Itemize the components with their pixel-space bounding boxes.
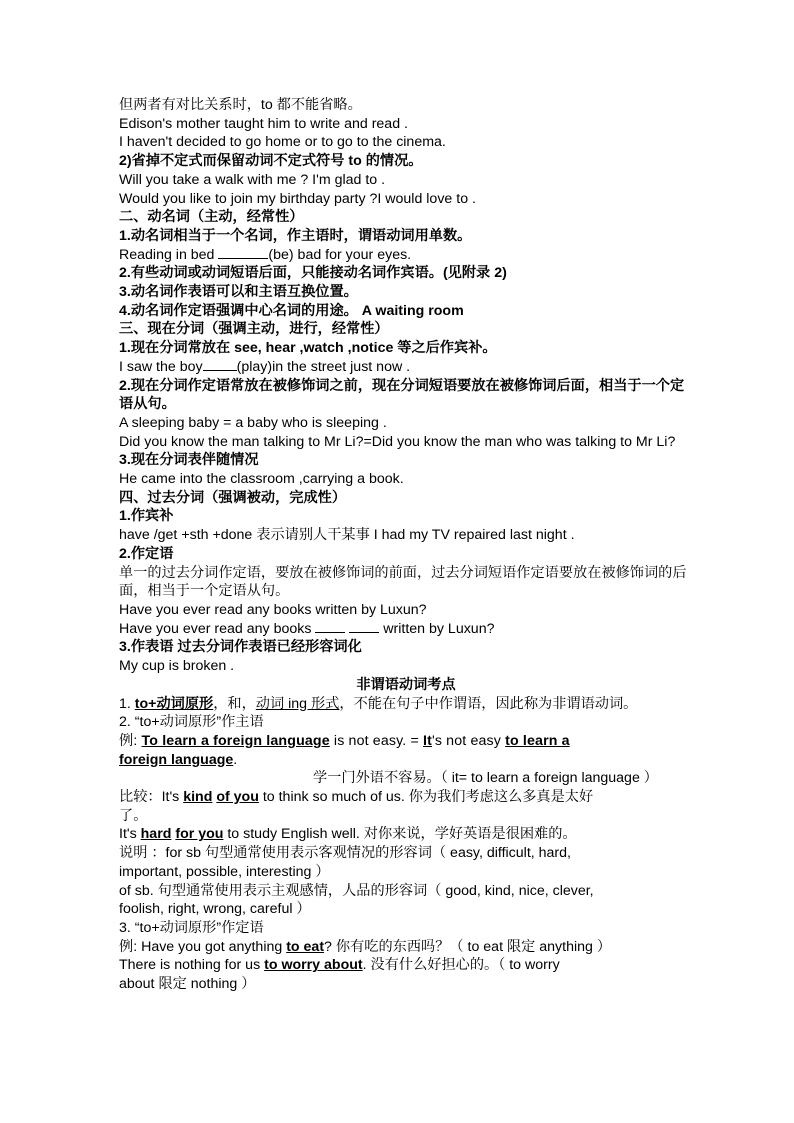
text-line: 但两者有对比关系时，to 都不能省略。 xyxy=(119,97,362,113)
text-line xyxy=(119,956,693,975)
text-span: ? 你有吃的东西吗？（ to eat 限定 anything ） xyxy=(324,938,612,955)
text-line xyxy=(119,246,693,265)
text-line: Have you ever read any books written by Luxun? xyxy=(119,601,427,618)
text-span: (be) bad for your eyes. xyxy=(268,246,412,263)
text-line: 了。 xyxy=(119,807,148,824)
text-line: A sleeping baby = a baby who is sleeping . xyxy=(119,414,387,431)
text-span: of you xyxy=(216,789,259,806)
text-span: foreign language xyxy=(119,751,234,768)
fill-blank xyxy=(349,620,379,633)
rule-heading: 3.现在分词表伴随情况 xyxy=(119,452,259,469)
rule-heading: 1.作宾补 xyxy=(119,508,174,525)
fill-blank xyxy=(203,358,237,371)
text-span: It xyxy=(423,732,432,749)
rule-heading: 2.有些动词或动词短语后面，只能接动名词作宾语。(见附录 2) xyxy=(119,265,507,282)
fill-blank xyxy=(315,620,345,633)
text-line xyxy=(119,788,693,807)
text-span: There is nothing for us xyxy=(119,957,265,974)
text-line xyxy=(119,620,693,639)
text-span: hard xyxy=(140,826,172,843)
text-span: ，不能在句子中作谓语，因此称为非谓语动词。 xyxy=(339,695,638,712)
text-line: of sb. 句型通常使用表示主观感情，人品的形容词（ good, kind, nice, clever, xyxy=(119,882,594,899)
text-span: to worry about xyxy=(264,957,363,974)
text-line: Will you take a walk with me ? I'm glad to . xyxy=(119,171,386,188)
section-heading: 二、动名词（主动，经常性） xyxy=(119,209,304,226)
text-line: 学一门外语不容易。（ it= to learn a foreign language ） xyxy=(313,770,658,787)
text-line: foolish, right, wrong, careful ） xyxy=(119,901,311,918)
text-line: My cup is broken . xyxy=(119,658,235,675)
text-line xyxy=(119,938,693,957)
section-heading: 2)省掉不定式而保留动词不定式符号 to 的情况。 xyxy=(119,153,423,170)
text-line xyxy=(119,732,693,751)
text-span: 's not easy xyxy=(431,732,506,749)
text-span: for you xyxy=(175,826,224,843)
text-span: to eat xyxy=(286,938,325,955)
text-line: about 限定 nothing ） xyxy=(119,976,256,993)
text-line xyxy=(119,695,693,714)
text-span: to study English well. 对你来说，学好英语是很困难的。 xyxy=(223,826,577,843)
text-line xyxy=(119,751,693,770)
text-line: He came into the classroom ,carrying a book. xyxy=(119,471,404,488)
text-span: It's xyxy=(119,826,141,843)
page-title: 非谓语动词考点 xyxy=(356,676,456,693)
text-span: I saw the boy xyxy=(119,358,203,375)
rule-heading: 2.现在分词作定语常放在被修饰词之前，现在分词短语要放在被修饰词后面，相当于一个定语从句。 xyxy=(119,377,685,413)
text-line: 单一的过去分词作定语，要放在被修饰词的前面，过去分词短语作定语要放在被修饰词的后面，相当于一个定语从句。 xyxy=(119,564,687,600)
text-line: 3. “to+动词原形”作定语 xyxy=(119,919,264,936)
text-span: kind xyxy=(183,789,213,806)
text-line xyxy=(119,825,693,844)
text-span: To learn a foreign language xyxy=(141,732,330,749)
text-span: . 没有什么好担心的。（ to worry xyxy=(362,957,560,974)
rule-heading: 3.作表语 过去分词作表语已经形容词化 xyxy=(119,639,362,656)
text-line: important, possible, interesting ） xyxy=(119,863,330,880)
text-span: (play)in the street just now . xyxy=(236,358,411,375)
rule-heading: 3.动名词作表语可以和主语互换位置。 xyxy=(119,284,358,301)
text-span: to think so much of us. 你为我们考虑这么多真是太好 xyxy=(258,789,594,806)
text-line: have /get +sth +done 表示请别人干某事 I had my TV repaired last night . xyxy=(119,527,575,544)
rule-heading: 2.作定语 xyxy=(119,545,174,562)
text-span: Reading in bed xyxy=(119,246,219,263)
text-line: 2. “to+动词原形”作主语 xyxy=(119,714,264,731)
text-line: I haven't decided to go home or to go to the cinema. xyxy=(119,134,446,151)
section-heading: 四、过去分词（强调被动，完成性） xyxy=(119,489,347,506)
text-span: to learn a xyxy=(505,732,570,749)
text-span: . xyxy=(233,751,238,768)
text-line xyxy=(119,358,693,377)
text-span: written by Luxun? xyxy=(379,620,495,637)
text-span: 例: Have you got anything xyxy=(119,938,287,955)
rule-heading: 4.动名词作定语强调中心名词的用途。 A waiting room xyxy=(119,302,464,319)
text-line: Would you like to join my birthday party ?I would love to . xyxy=(119,190,476,207)
section-heading: 三、现在分词（强调主动，进行，经常性） xyxy=(119,321,389,338)
text-span: to+动词原形 xyxy=(134,695,214,712)
text-line: 说明 ：for sb 句型通常使用表示客观情况的形容词（ easy, difficult, hard, xyxy=(119,845,571,862)
text-span: ，和， xyxy=(213,695,256,712)
text-line: Edison's mother taught him to write and read . xyxy=(119,115,408,132)
text-span: 1. xyxy=(119,695,135,712)
document-page xyxy=(119,96,693,994)
text-span: Have you ever read any books xyxy=(119,620,316,637)
rule-heading: 1.动名词相当于一个名词，作主语时，谓语动词用单数。 xyxy=(119,227,472,244)
rule-heading: 1.现在分词常放在 see, hear ,watch ,notice 等之后作宾补。 xyxy=(119,340,497,357)
text-line: Did you know the man talking to Mr Li?=Did you know the man who was talking to Mr Li? xyxy=(119,433,676,450)
text-span: is not easy. = xyxy=(329,732,424,749)
fill-blank xyxy=(218,246,268,259)
text-span: 比较：It's xyxy=(119,789,184,806)
text-span: 例: xyxy=(119,732,142,749)
text-span: 动词 ing 形式 xyxy=(255,695,340,712)
